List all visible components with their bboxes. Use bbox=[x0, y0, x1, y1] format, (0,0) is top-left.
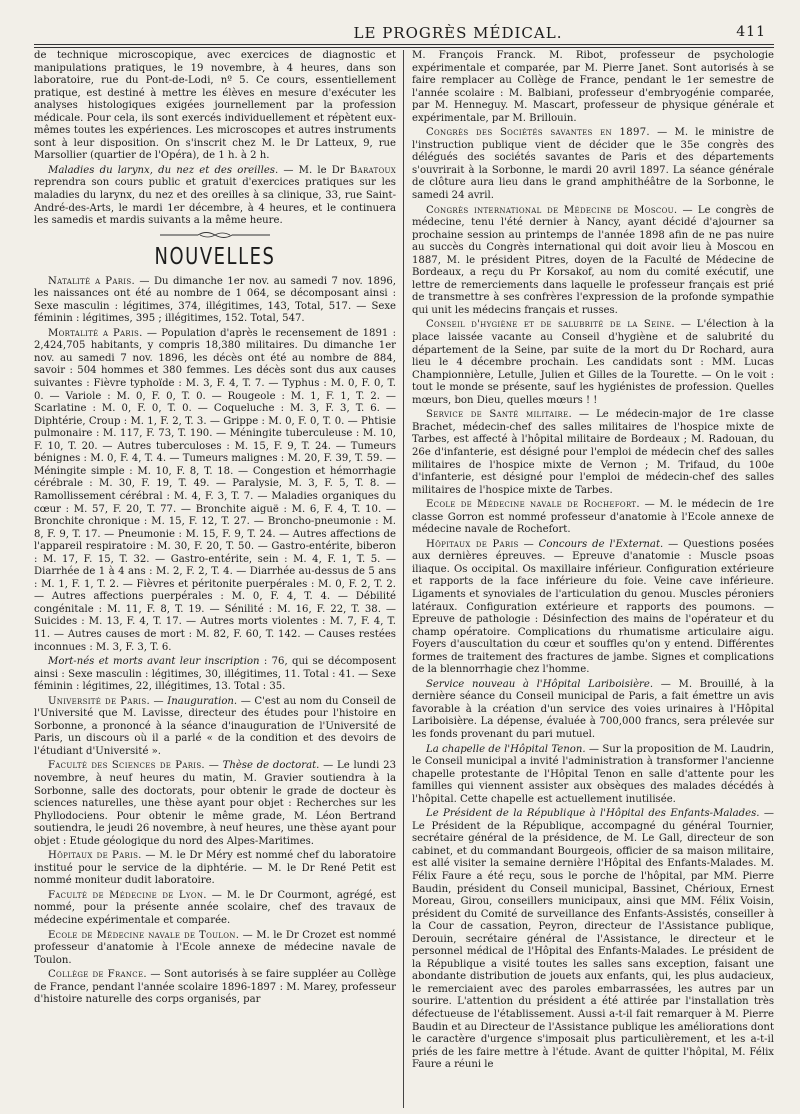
article-congres-societes: Congrès des Sociétés savantes en 1897. — M. le ministre de l'instruction publique vient de décider que le 35e congrès des délégués des sociétés savantes de Paris et des départements s'ouvrirait à la Sorbonne, le mardi 20 avril 1897. La séance générale de clôture aura lieu dans le grand amphithéâtre de la Sorbonne, le samedi 24 avril. bbox=[412, 127, 774, 202]
ornament-divider bbox=[34, 230, 396, 242]
article-microscopy: de technique microscopique, avec exercices de diagnostic et manipulations pratiques, le 19 novembre, à 4 heures, dans son laboratoire, rue du Pont-de-Lodi, nº 5. Ce cours, essentiellement pratique, est destiné à mettre les élèves en mesure d'exécuter les analyses histologiques exigées journellement par la profession médicale. Pour cela, ils sont exercés individuellement et répètent eux-mêmes toutes les expériences. Les microscopes et autres instruments sont à leur disposition. On s'inscrit chez M. le Dr Latteux, 9, rue Marsollier (quartier de l'Opéra), de 1 h. à 2 h. bbox=[34, 50, 396, 162]
article-tenon: La chapelle de l'Hôpital Tenon. — Sur la proposition de M. Laudrin, le Conseil municipal a invité l'administration à transformer l'ancienne chapelle protestante de l'Hôpital Tenon en salle d'attente pour les familles qui viennent assister aux obsèques des malades décédés à l'hôpital. Cette chapelle est actuellement inutilisée. bbox=[412, 743, 774, 805]
article-lariboisiere: Service nouveau à l'Hôpital Lariboisière. — M. Brouillé, à la dernière séance du Conseil municipal de Paris, a fait émettre un avis favorable à la création d'un service des voies urinaires à l'Hôpital Lariboisière. La dépense, évaluée à 700,000 francs, sera prélevée sur les fonds provenant du pari mutuel. bbox=[412, 678, 774, 740]
article-externat: Hôpitaux de Paris — Concours de l'Externat. — Questions posées aux dernières épreuves. — Epreuve d'anatomie : Muscle psoas iliaque. Os occipital. Os maxillaire inférieur. Configuration extérieure et rapports de la face inférieure du foie. Veine cave inférieure. Ligaments et synoviales de l'articulation du genou. Muscles péroniers latéraux. Configuration extérieure et rapports des poumons. — Epreuve de pathologie : Désinfection des mains de l'opérateur et du champ opératoire. Complications du rhumatisme articulaire aigu. Foyers d'auscultation du cœur et souffles qu'on y entend. Différentes formes de traitement des fractures de jambe. Signes et complications de la blennorrhagie chez l'homme. bbox=[412, 538, 774, 676]
article-toulon: Ecole de Médecine navale de Toulon. — M. le Dr Crozet est nommé professeur d'anatomie à l'Ecole annexe de médecine navale de Toulon. bbox=[34, 929, 396, 966]
article-mortalite: Mortalité a Paris. — Population d'après le recensement de 1891 : 2,424,705 habitants, y compris 18,380 militaires. Du dimanche 1er nov. au samedi 7 nov. 1896, les décès ont été au nombre de 884, savoir : 504 hommes et 380 femmes. Les décès sont dus aux causes suivantes : Fièvre typhoïde : M. 3, F. 4, T. 7. — Typhus : M. 0, F. 0, T. 0. — Variole : M. 0, F. 0, T. 0. — Rougeole : M. 1, F. 1, T. 2. — Scarlatine : M. 0, F. 0, T. 0. — Coqueluche : M. 3, F. 3, T. 6. — Diphtérie, Croup : M. 1, F. 2, T. 3. — Grippe : M. 0, F. 0, T. 0. — Phtisie pulmonaire : M. 117, F. 73, T. 190. — Méningite tuberculeuse : M. 10, F. 10, T. 20. — Autres tuberculoses : M. 15, F. 9, T. 24. — Tumeurs bénignes : M. 0, F. 4, T. 4. — Tumeurs malignes : M. 20, F. 39, T. 59. — Méningite simple : M. 10, F. 8, T. 18. — Congestion et hémorrhagie cérébrale : M. 30, F. 19, T. 49. — Paralysie, M. 3, F. 5, T. 8. — Ramollissement cérébral : M. 4, F. 3, T. 7. — Maladies organiques du cœur : M. 57, F. 20, T. 77. — Bronchite aiguë : M. 6, F. 4, T. 10. — Bronchite chronique : M. 15, F. 12, T. 27. — Broncho-pneumonie : M. 8, F. 9, T. 17. — Pneumonie : M. 15, F. 9, T. 24. — Autres affections de l'appareil respiratoire : M. 30, F. 20, T. 50. — Gastro-entérite, biberon : M. 17, F. 15, T. 32. — Gastro-entérite, sein : M. 4, F. 1, T. 5. — Diarrhée de 1 à 4 ans : M. 2, F. 2, T. 4. — Diarrhée au-dessus de 5 ans : M. 1, F. 1, T. 2. — Fièvres et péritonite puerpérales : M. 0, F. 2, T. 2. — Autres affections puerpérales : M. 0, F. 4, T. 4. — Débilité congénitale : M. 11, F. 8, T. 19. — Sénilité : M. 16, F. 22, T. 38. — Suicides : M. 13, F. 4, T. 17. — Autres morts violentes : M. 7, F. 4, T. 11. — Autres causes de mort : M. 82, F. 60, T. 142. — Causes restées inconnues : M. 3, F. 3, T. 6. bbox=[34, 327, 396, 653]
header-rule bbox=[34, 44, 774, 48]
column-divider bbox=[403, 50, 404, 1108]
article-congres-moscou: Congrès international de Médecine de Moscou. — Le congrès de médecine, tenu l'été dernier à Nancy, ayant décidé d'ajourner sa prochaine session au printemps de l'année 1898 afin de ne pas nuire au succès du Congrès international qui doit avoir lieu à Moscou en 1887, M. le président Pitres, doyen de la Faculté de Médecine de Bordeaux, a reçu du Pr Korsakof, au nom du comité exécutif, une lettre de remerciements dans laquelle le professeur français est prié de transmettre à ses confrères l'expression de la profonde sympathie qui unit les médecins français et russes. bbox=[412, 204, 774, 316]
page-number: 411 bbox=[736, 24, 766, 40]
article-hopitaux: Hôpitaux de Paris. — M. le Dr Méry est nommé chef du laboratoire institué pour le service de la diphtérie. — M. le Dr René Petit est nommé moniteur dudit laboratoire. bbox=[34, 850, 396, 887]
article-president-enfants-malades: Le Président de la République à l'Hôpital des Enfants-Malades. — Le Président de la République, accompagné du général Tournier, secrétaire général de la présidence, de M. Le Gall, directeur de son cabinet, et du commandant Bourgeois, officier de sa maison militaire, est allé visiter la semaine dernière l'Hôpital des Enfants-Malades. M. Félix Faure a été reçu, sous le porche de l'hôpital, par MM. Pierre Baudin, président du Conseil municipal, Bassinet, Chérioux, Ernest Moreau, Girou, conseillers municipaux, ainsi que MM. Félix Voisin, président du Comité de surveillance des Enfants-Assistés, conseiller à la Cour de cassation, Peyron, directeur de l'Assistance publique, Derouin, secrétaire général de l'Assistance, le directeur et le personnel médical de l'Hôpital des Enfants-Malades. Le président de la République a visité toutes les salles sans exception, faisant une abondante distribution de jouets aux enfants, qui, les plus audacieux, le remerciaient avec des paroles embarrassées, les autres par un sourire. L'attention du président a été attirée par l'installation très défectueuse de l'établissement. Aussi a-t-il fait remarquer à M. Pierre Baudin et au Directeur de l'Assistance publique les améliorations dont le caractère d'urgence s'imposait plus particulièrement, et les a-t-il priés de les faire mettre à l'étude. Avant de quitter l'hôpital, M. Félix Faure a réuni le bbox=[412, 808, 774, 1071]
article-universite: Université de Paris. — Inauguration. — C'est au nom du Conseil de l'Université que M. Lavisse, directeur des études pour l'histoire en Sorbonne, a prononcé à la séance d'inauguration de l'Université de Paris, un discours où il a parlé « de la condition et des devoirs de l'étudiant d'Université ». bbox=[34, 695, 396, 757]
article-college-continued: M. François Franck. M. Ribot, professeur de psychologie expérimentale et comparée, par M. Pierre Janet. Sont autorisés à se faire remplacer au Collège de France, pendant le 1er semestre de l'année scolaire : M. Balbiani, professeur d'embryogénie comparée, par M. Henneguy. M. Mascart, professeur de physique générale et expérimentale, par M. Brillouin. bbox=[412, 50, 774, 124]
article-faculte-sciences: Faculté des Sciences de Paris. — Thèse de doctorat. — Le lundi 23 novembre, à neuf heures du matin, M. Gravier soutiendra à la Sorbonne, salle des doctorats, pour obtenir le grade de docteur ès sciences naturelles, une thèse ayant pour objet : Recherches sur les Phyllodociens. Pour obtenir le même grade, M. Léon Bertrand soutiendra, le jeudi 26 novembre, à neuf heures, une thèse ayant pour objet : Etude géologique du nord des Alpes-Maritimes. bbox=[34, 760, 396, 847]
article-mort-nes: Mort-nés et morts avant leur inscription : 76, qui se décomposent ainsi : Sexe masculin : légitimes, 30, illégitimes, 11. Total : 41. — Sexe féminin : légitimes, 22, illégitimes, 13. Total : 35. bbox=[34, 656, 396, 693]
article-conseil-hygiene: Conseil d'hygiène et de salubrité de la Seine. — L'élection à la place laissée vacante au Conseil d'hygiène et de salubrité du département de la Seine, par suite de la mort du Dr Rochard, aura lieu le 4 décembre prochain. Les candidats sont : MM. Lucas Championnière, Letulle, Julien et Gilles de la Tourette. — On le voit : tout le monde se présente, sauf les hygiénistes de profession. Quelles mœurs, bon Dieu, quelles mœurs ! ! bbox=[412, 319, 774, 406]
section-title-nouvelles: NOUVELLES bbox=[154, 243, 276, 270]
article-faculte-lyon: Faculté de Médecine de Lyon. — M. le Dr Courmont, agrégé, est nommé, pour la présente année scolaire, chef des travaux de médecine expérimentale et comparée. bbox=[34, 889, 396, 926]
article-college-france: Collège de France. — Sont autorisés à se faire suppléer au Collège de France, pendant l'année scolaire 1896-1897 : M. Marey, professeur d'histoire naturelle des corps organisés, par bbox=[34, 969, 396, 1006]
right-column bbox=[412, 50, 774, 1108]
article-natalite: Natalité a Paris. — Du dimanche 1er nov. au samedi 7 nov. 1896, les naissances ont été au nombre de 1 064, se décomposant ainsi : Sexe masculin : légitimes, 374, illégitimes, 143, Total, 517. — Sexe féminin : légitimes, 395 ; illégitimes, 152. Total, 547. bbox=[34, 275, 396, 325]
journal-title: LE PROGRÈS MÉDICAL. bbox=[353, 24, 563, 42]
article-sante-militaire: Service de Santé militaire. — Le médecin-major de 1re classe Brachet, médecin-chef des salles militaires de l'hospice mixte de Tarbes, est affecté à l'hôpital militaire de Bordeaux ; M. Radouan, du 26e d'infanterie, est désigné pour l'emploi de médecin chef des salles militaires de l'hospice mixte de Vernon ; M. Trifaud, du 100e d'infanterie, est désigné pour l'emploi de médecin-chef des salles militaires de l'hospice mixte de Tarbes. bbox=[412, 409, 774, 496]
left-column bbox=[34, 50, 396, 1108]
article-rochefort: Ecole de Médecine navale de Rochefort. — M. le médecin de 1re classe Gorron est nommé professeur d'anatomie à l'Ecole annexe de médecine navale de Rochefort. bbox=[412, 499, 774, 536]
article-larynx: Maladies du larynx, du nez et des oreilles. — M. le Dr Baratoux reprendra son cours public et gratuit d'exercices pratiques sur les maladies du larynx, du nez et des oreilles à sa clinique, 33, rue Saint-André-des-Arts, le mardi 1er décembre, à 4 heures, et le continuera les samedis et mardis suivants a la même heure. bbox=[34, 164, 396, 227]
